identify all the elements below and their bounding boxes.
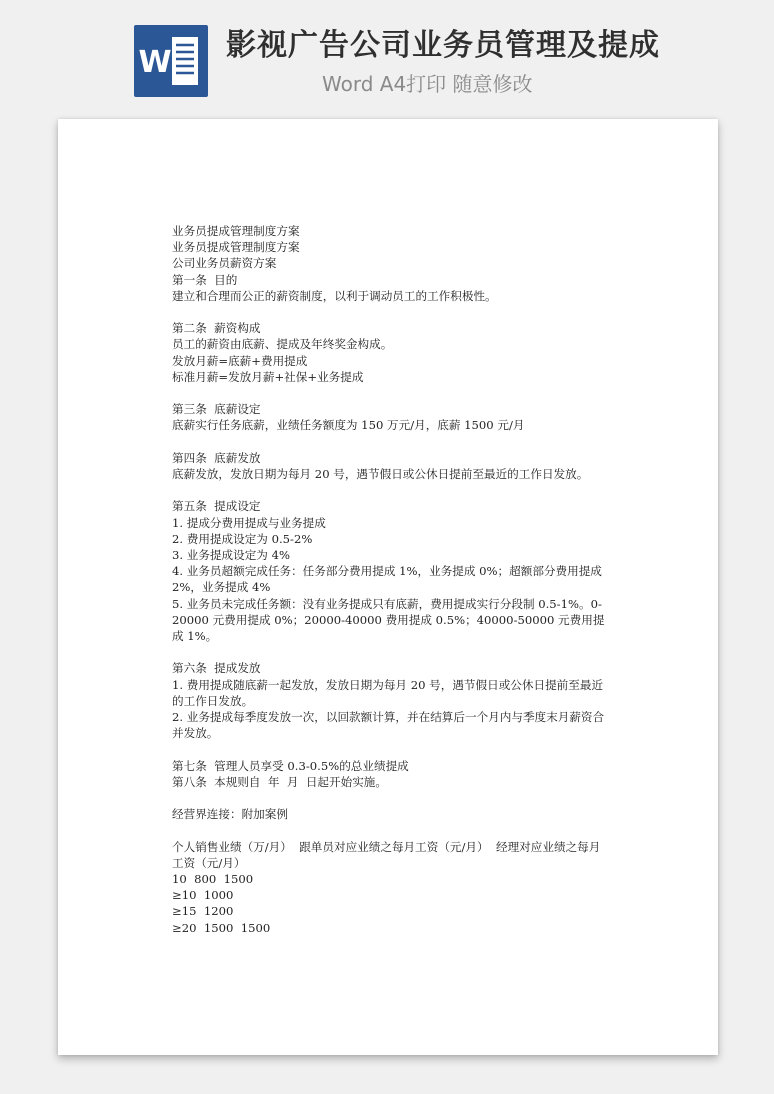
document-line: ≥20 1500 1500 [172,920,271,935]
document-line: 第三条 底薪设定 [172,402,261,417]
document-line: 第五条 提成设定 [172,499,261,514]
document-line: 标准月薪=发放月薪+社保+业务提成 [172,369,364,384]
blank-line [172,385,608,401]
document-line: 员工的薪资由底薪、提成及年终奖金构成。 [172,337,393,352]
document-line: 第二条 薪资构成 [172,321,261,336]
header-banner [0,0,774,110]
document-line: 业务员提成管理制度方案 [172,224,300,238]
document-line: 个人销售业绩（万/月） 跟单员对应业绩之每月工资（元/月） 经理对应业绩之每月工资（元/月） [172,839,601,870]
document-line: 公司业务员薪资方案 [172,256,277,271]
document-line: 2. 费用提成设定为 0.5-2% [172,531,313,546]
document-line: 1. 提成分费用提成与业务提成 [172,515,326,530]
word-document-icon [134,25,208,97]
document-line: 建立和合理而公正的薪资制度，以利于调动员工的工作积极性。 [172,288,497,303]
document-line: ≥10 1000 [172,888,234,903]
document-body [172,223,608,936]
document-line: 经营界连接：附加案例 [172,807,288,822]
document-line: 10 800 1500 [172,872,254,886]
blank-line [172,790,608,806]
document-line: 第八条 本规则自 年 月 日起开始实施。 [172,774,387,789]
document-line: ≥15 1200 [172,904,234,919]
document-line: 第四条 底薪发放 [172,450,261,465]
document-line: 第七条 管理人员享受 0.3-0.5%的总业绩提成 [172,758,409,773]
document-line: 5. 业务员未完成任务额：没有业务提成只有底薪，费用提成实行分段制 0.5-1%。0-20000 元费用提成 0%；20000-40000 费用提成 0.5%；40000-50000 元费用提成 1%。 [172,596,605,644]
blank-line [172,482,608,498]
page-title: 影视广告公司业务员管理及提成 [226,28,660,63]
blank-line [172,741,608,757]
document-line: 3. 业务提成设定为 4% [172,548,290,562]
page-subtitle: Word A4打印 随意修改 [322,72,533,96]
document-line: 1. 费用提成随底薪一起发放，发放日期为每月 20 号，遇节假日或公休日提前至最近的工作日发放。 [172,677,604,708]
document-line: 底薪发放，发放日期为每月 20 号，遇节假日或公休日提前至最近的工作日发放。 [172,467,589,481]
document-line: 发放月薪=底薪+费用提成 [172,353,308,368]
document-line: 4. 业务员超额完成任务：任务部分费用提成 1%，业务提成 0%；超额部分费用提成 2%，业务提成 4% [172,564,606,595]
blank-line [172,304,608,320]
word-icon-letter: W [138,45,172,80]
blank-line [172,822,608,838]
document-line: 第六条 提成发放 [172,661,261,676]
document-line: 业务员提成管理制度方案 [172,240,300,255]
document-page [58,119,718,1055]
document-line: 底薪实行任务底薪，业绩任务额度为 150 万元/月，底薪 1500 元/月 [172,418,525,433]
document-line: 2. 业务提成每季度发放一次，以回款额计算，并在结算后一个月内与季度末月薪资合并发放。 [172,710,605,741]
blank-line [172,644,608,660]
blank-line [172,434,608,450]
document-line: 第一条 目的 [172,272,238,287]
